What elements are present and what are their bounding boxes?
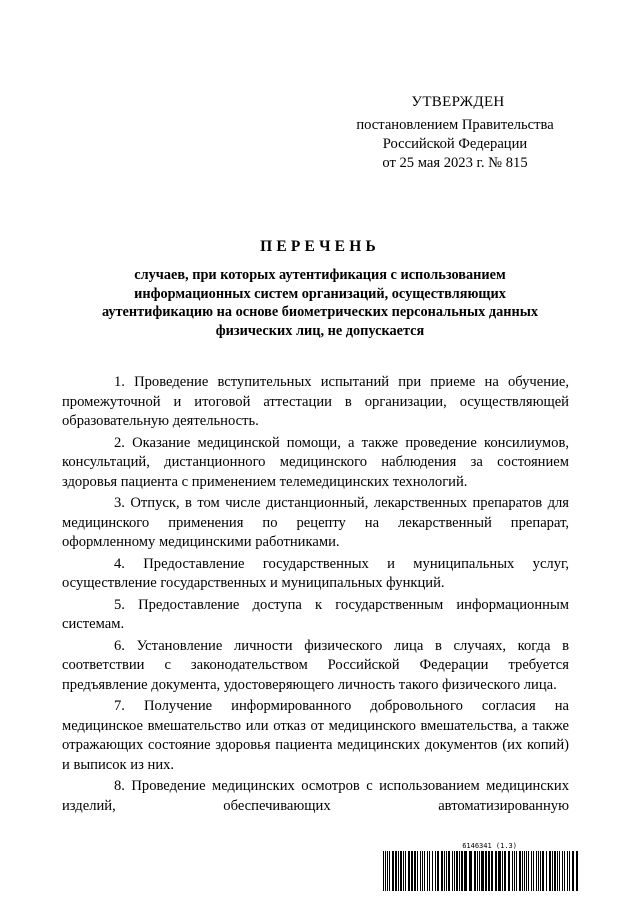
barcode-bar [464,851,467,891]
barcode-bar [446,851,447,891]
barcode-bar [385,851,386,891]
list-item-3: 3. Отпуск, в том числе дистанционный, лекарственных препаратов для медицинского применения по рецепту на лекарственный препарат, оформленному медицинскими работниками. [62,495,569,550]
barcode-bar [422,851,423,891]
barcode-bar [398,851,399,891]
barcode-bar [524,851,525,891]
list-item-8: 8. Проведение медицинских осмотров с использованием медицинских изделий, обеспечивающих автоматизированную [62,778,569,814]
barcode-bar [549,851,551,891]
barcode-code-text: 6146341 (1.3) [462,842,517,850]
barcode-bar [557,851,558,891]
barcode-bar [481,851,484,891]
barcode-bar [448,851,450,891]
barcode-bar [441,851,443,891]
barcode-bar [383,851,384,891]
barcode-bar [514,851,515,891]
barcode-bar [411,851,413,891]
barcode-bar [474,851,476,891]
barcode-bar [456,851,458,891]
list-item-5: 5. Предоставление доступа к государственным информационным системам. [62,596,569,632]
barcode-bar [559,851,560,891]
approval-line-1: постановлением Правительства [356,117,554,133]
barcode-bar [504,851,506,891]
barcode-bar [395,851,397,891]
barcode-bars [383,851,579,891]
barcode-bar [576,851,578,891]
barcode-bar [538,851,539,891]
barcode-bar [408,851,410,891]
barcode-bar [526,851,527,891]
barcode-bar [485,851,487,891]
barcode-bar [498,851,501,891]
barcode-bar [552,851,553,891]
approval-header: УТВЕРЖДЕН [411,94,505,110]
barcode-bar [389,851,390,891]
barcode-bar [531,851,532,891]
barcode-bar [569,851,570,891]
document-title: ПЕРЕЧЕНЬ [260,238,380,255]
barcode-bar [528,851,529,891]
barcode-bar [495,851,497,891]
barcode-bar [459,851,460,891]
barcode-bar [567,851,568,891]
approval-line-2: Российской Федерации [382,136,528,152]
barcode-bar [403,851,404,891]
barcode-bar [516,851,517,891]
barcode-bar [400,851,402,891]
barcode-bar [452,851,453,891]
list-item-7: 7. Получение информированного добровольного согласия на медицинское вмешательство или отказ от медицинского вмешательства, а также отражающих состояние здоровья пациента медицинских документов (их копий) и выписок из них. [62,698,569,773]
approval-stamp [340,93,570,173]
barcode-bar [508,851,510,891]
barcode-bar [479,851,480,891]
barcode-bar [536,851,537,891]
barcode-bar [502,851,503,891]
barcode-bar [424,851,425,891]
barcode-bar [405,851,406,891]
list-item-2: 2. Оказание медицинской помощи, а также проведение консилиумов, консультаций, дистанционного медицинского наблюдения за состоянием здоровья пациента с применением телемедицинских технологий. [62,434,569,490]
barcode-bar [546,851,547,891]
barcode-bar [392,851,394,891]
barcode-bar [572,851,574,891]
barcode-bar [435,851,436,891]
barcode-bar [488,851,490,891]
barcode-bar [562,851,563,891]
barcode-bar [414,851,416,891]
barcode-bar [469,851,472,891]
barcode-bar [420,851,421,891]
barcode-bar [519,851,521,891]
barcode-bar [540,851,541,891]
barcode-bar [429,851,430,891]
barcode-bar [491,851,493,891]
barcode-bar [542,851,544,891]
document-barcode [383,842,579,891]
list-item-4: 4. Предоставление государственных и муниципальных услуг, осуществление государственных и муниципальных функций. [62,555,569,591]
barcode-bar [417,851,418,891]
barcode-bar [387,851,388,891]
barcode-bar [533,851,534,891]
barcode-bar [522,851,523,891]
barcode-bar [444,851,445,891]
list-item-1: 1. Проведение вступительных испытаний при приеме на обучение, промежуточной и итоговой аттестации в организации, осуществляющей образовательную деятельность. [62,374,569,429]
barcode-bar [554,851,556,891]
document-body [62,373,569,816]
barcode-bar [512,851,513,891]
barcode-bar [461,851,463,891]
approval-line-3: от 25 мая 2023 г. № 815 [382,155,528,171]
list-item-6: 6. Установление личности физического лица в случаях, когда в соответствии с законодательством Российской Федерации требуется предъявление документа, удостоверяющего личность такого физического лица. [62,637,569,693]
barcode-bar [564,851,565,891]
document-subtitle: случаев, при которых аутентификация с использованием информационных систем организаций, осуществляющих аутентификацию на основе биометрических персональных данных физических лиц, не допускается [101,267,539,339]
barcode-bar [432,851,433,891]
barcode-bar [454,851,455,891]
barcode-bar [437,851,439,891]
barcode-bar [427,851,428,891]
barcode-bar [477,851,478,891]
barcode-graphic [383,851,579,891]
